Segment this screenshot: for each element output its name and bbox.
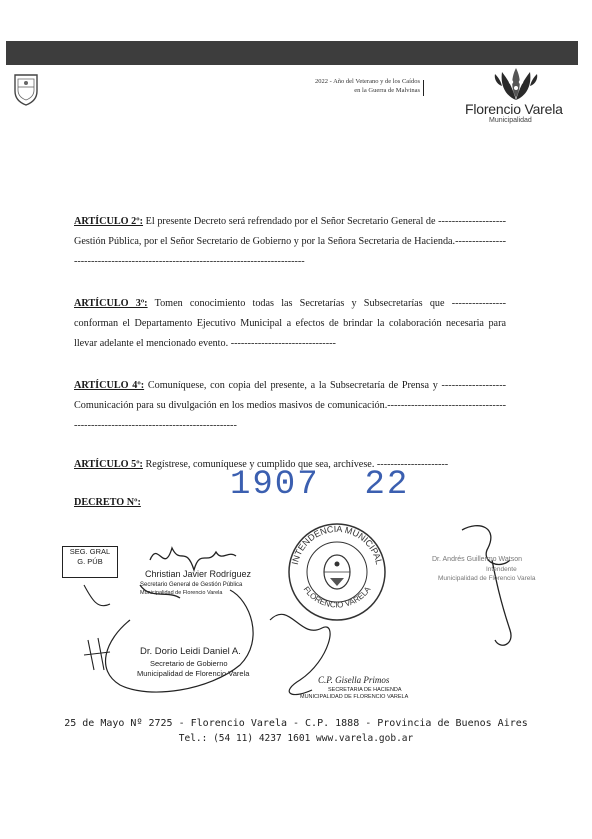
florencio-varela-logo-icon — [492, 66, 540, 102]
signature-2-org: Municipalidad de Florencio Varela — [137, 669, 250, 678]
footer-contact: Tel.: (54 11) 4237 1601 www.varela.gob.ar — [178, 733, 414, 744]
footer-address: 25 de Mayo Nº 2725 - Florencio Varela - C.P. 1888 - Provincia de Buenos Aires — [64, 718, 528, 729]
svg-text:INTENDENCIA MUNICIPAL — [290, 524, 384, 566]
article-2 — [74, 212, 506, 271]
signature-3-role: SECRETARIA DE HACIENDA — [328, 687, 402, 693]
article-3-label: ARTÍCULO 3º: — [74, 298, 148, 309]
year-line-1: 2022 - Año del Veterano y de los Caídos — [315, 78, 420, 85]
signature-4-role: Intendente — [486, 566, 517, 573]
seg-line-2: G. PÚB — [77, 557, 103, 566]
article-2-text: El presente Decreto será refrendado por el Señor Secretario General de -------------------- Gestión Pública, por el Señor Secretario de Gobierno y por la Señora Secretaria de Hacienda.----------------------------------------------------------------------------------- — [74, 216, 506, 267]
seal-bottom-text: FLORENCIO VARELA — [301, 584, 373, 610]
signature-4-name: Dr. Andrés Guillermo Watson — [432, 556, 522, 563]
decree-number: 1907 — [230, 466, 320, 504]
decree-number-label: DECRETO Nº: — [74, 497, 141, 508]
signature-2-role: Secretario de Gobierno — [150, 659, 228, 668]
article-4-text: Comuníquese, con copia del presente, a la Subsecretaría de Prensa y -------------------Comunicación para su divulgación en los medios masivos de comunicación.----------------------------------------------------------------------------------- — [74, 380, 506, 431]
seal-top-text: INTENDENCIA MUNICIPAL — [289, 523, 385, 566]
scan-header-bar — [6, 41, 578, 65]
signature-4-org: Municipalidad de Florencio Varela — [438, 575, 536, 582]
municipal-seal — [283, 520, 391, 624]
secretary-initials-stamp — [62, 546, 118, 578]
article-5-text: Regístrese, comuníquese y cumplido que sea, archívese. --------------------- — [142, 459, 449, 470]
commemorative-year-line — [272, 78, 420, 95]
article-2-label: ARTÍCULO 2º: — [74, 216, 144, 227]
seg-line-1: SEG. GRAL — [69, 547, 111, 556]
article-5-label: ARTÍCULO 5º: — [74, 459, 143, 470]
signature-1-name: Christian Javier Rodríguez — [145, 569, 252, 579]
signature-1-org: Municipalidad de Florencio Varela — [140, 590, 223, 596]
signature-3-org: MUNICIPALIDAD DE FLORENCIO VARELA — [300, 694, 409, 700]
year-line-2: en la Guerra de Malvinas — [354, 86, 420, 94]
municipal-crest-icon — [12, 71, 40, 107]
article-3-text: Tomen conocimiento todas las Secretarías y Subsecretarías que ---------------- conforman el Departamento Ejecutivo Municipal a efectos de brindar la colaboración necesaria para llevar adelante el mencionado evento. ------------------------------- — [74, 298, 506, 349]
logo-subtitle: Municipalidad — [489, 117, 532, 124]
decree-year: 22 — [364, 466, 410, 504]
signature-3-name: C.P. Gisella Primos — [318, 675, 390, 685]
logo-name: Florencio Varela — [465, 101, 563, 117]
article-4 — [74, 376, 506, 435]
signature-1-role: Secretario General de Gestión Pública — [140, 582, 243, 588]
decree-number-stamp — [230, 466, 409, 504]
signature-2-name: Dr. Dorio Leidi Daniel A. — [140, 646, 241, 657]
article-3 — [74, 294, 506, 353]
article-4-label: ARTÍCULO 4º: — [74, 380, 145, 391]
